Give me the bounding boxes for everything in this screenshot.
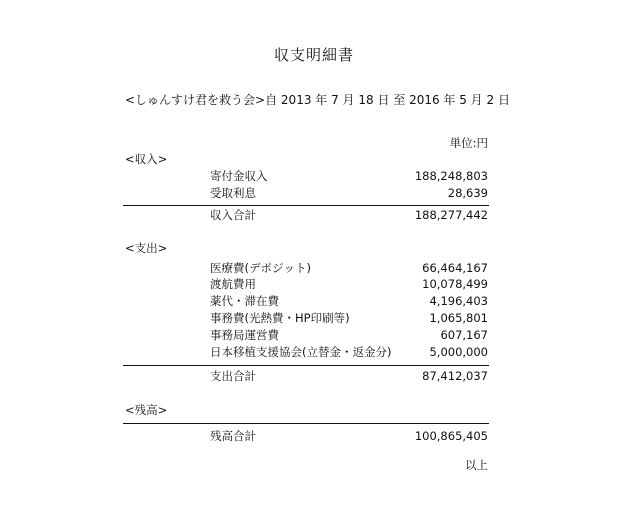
expense-total-label: 支出合計 xyxy=(210,369,256,383)
expense-total-rule xyxy=(123,365,489,366)
income-total-rule xyxy=(123,205,489,206)
expense-item-label: 薬代・滞在費 xyxy=(210,294,279,308)
expense-item-label: 事務局運営費 xyxy=(210,328,279,342)
income-item-amount: 188,248,803 xyxy=(414,169,488,183)
expense-item-amount: 607,167 xyxy=(440,328,488,342)
expense-item-amount: 4,196,403 xyxy=(429,294,488,308)
income-total-amount: 188,277,442 xyxy=(414,208,488,222)
balance-total-label: 残高合計 xyxy=(210,429,256,443)
expense-item-label: 日本移植支援協会(立替金・返金分) xyxy=(210,345,392,359)
closing-remark: 以上 xyxy=(465,458,488,472)
expense-item-label: 渡航費用 xyxy=(210,277,256,291)
expense-item-amount: 5,000,000 xyxy=(429,345,488,359)
income-section-heading: <収入> xyxy=(125,152,168,166)
expense-section-heading: <支出> xyxy=(125,241,168,255)
expense-item-amount: 10,078,499 xyxy=(422,277,488,291)
expense-item-label: 事務費(光熱費・HP印刷等) xyxy=(210,311,350,325)
expense-item-label: 医療費(デポジット) xyxy=(210,261,311,275)
balance-section-heading: <残高> xyxy=(125,403,168,417)
income-item-label: 受取利息 xyxy=(210,186,256,200)
income-total-label: 収入合計 xyxy=(210,208,256,222)
balance-total-amount: 100,865,405 xyxy=(414,429,488,443)
expense-total-amount: 87,412,037 xyxy=(422,369,488,383)
unit-label: 単位:円 xyxy=(449,136,488,150)
income-item-amount: 28,639 xyxy=(447,186,488,200)
expense-item-amount: 66,464,167 xyxy=(422,261,488,275)
organization-period: <しゅんすけ君を救う会>自 2013 年 7 月 18 日 至 2016 年 5 月 2 日 xyxy=(125,93,510,107)
balance-total-rule xyxy=(123,423,489,424)
expense-item-amount: 1,065,801 xyxy=(429,311,488,325)
income-item-label: 寄付金収入 xyxy=(210,169,268,183)
document-title: 収支明細書 xyxy=(273,46,354,64)
